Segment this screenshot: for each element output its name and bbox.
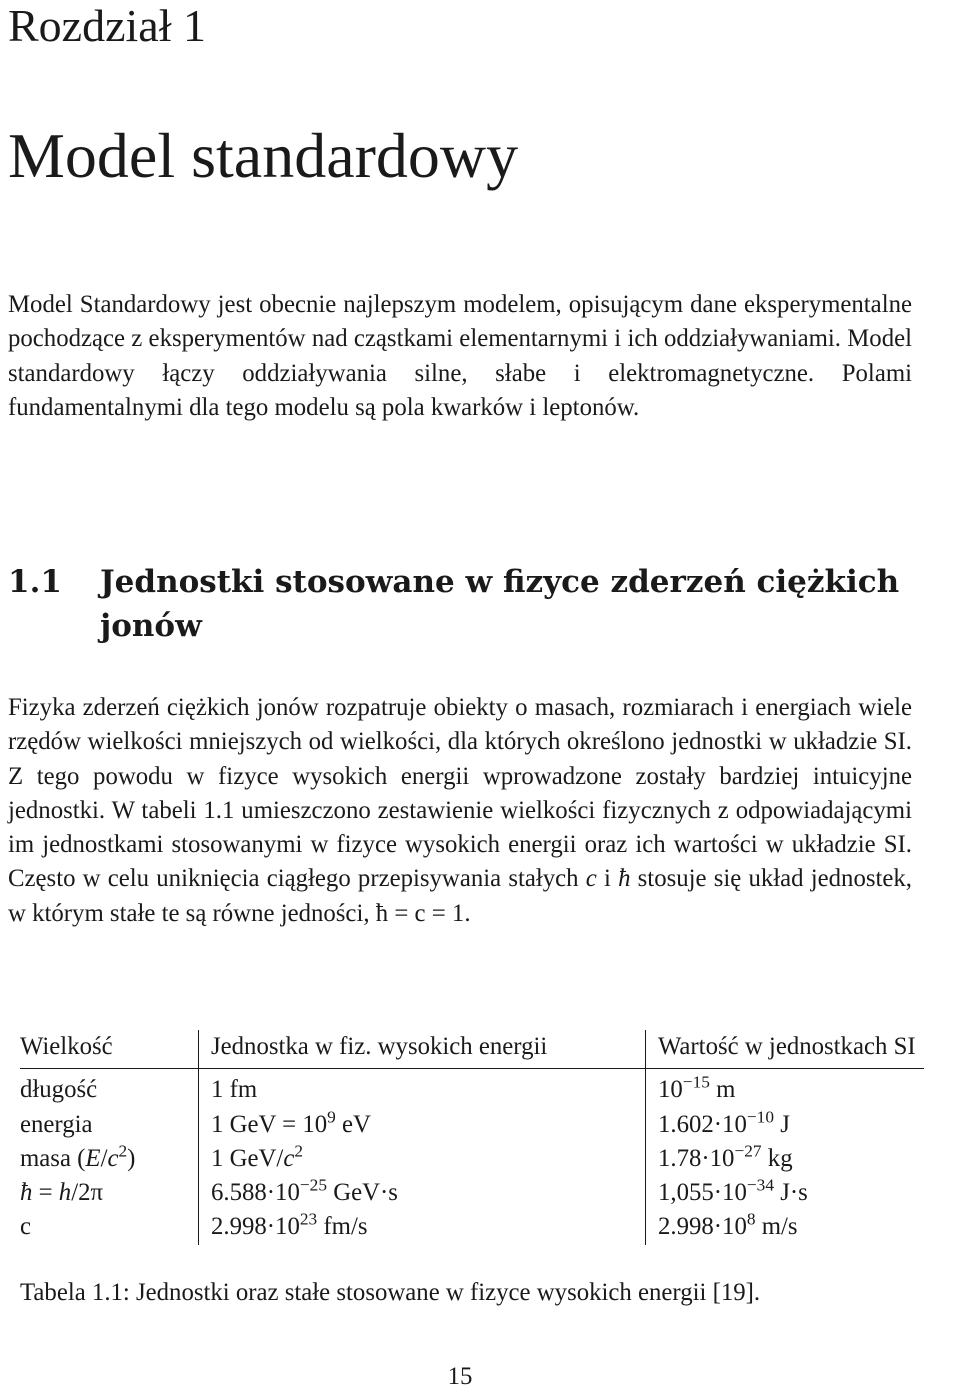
units-table xyxy=(20,1030,924,1245)
symbol-c: c xyxy=(585,865,597,893)
cell-quantity: długość xyxy=(20,1076,98,1104)
section-paragraph xyxy=(8,691,912,931)
page-number: 15 xyxy=(447,1363,473,1390)
cell-quantity: energia xyxy=(20,1110,93,1138)
header-si-value: Wartość w jednostkach SI xyxy=(646,1030,924,1069)
section-heading xyxy=(8,560,928,648)
chapter-title: Model standardowy xyxy=(8,120,519,191)
paragraph-text: . xyxy=(464,899,471,927)
cell-si-value: $10^{-15}$ m xyxy=(646,1069,924,1108)
intro-paragraph: Model Standardowy jest obecnie najlepszym modelem, opisującym dane eksperymentalne pochodzące z eksperymentów nad cząstkami elementarnymi i ich oddziaływaniami. Model standardowy łączy oddziaływania silne, słabe i elektromagnetyczne. Polami fundamentalnymi dla tego modelu są pola kwarków i leptonów. xyxy=(8,291,912,421)
header-quantity: Wielkość xyxy=(20,1030,199,1069)
symbol-hbar: ħ xyxy=(618,865,631,893)
table-row xyxy=(20,1142,924,1176)
table-header-row xyxy=(20,1030,924,1069)
cell-si-value: $1,055\cdot 10^{-34}$ J·s xyxy=(646,1176,924,1210)
table-caption: Tabela 1.1: Jednostki oraz stałe stosowane w fizyce wysokich energii [19]. xyxy=(20,1279,761,1306)
section-title: Jednostki stosowane w fizyce zderzeń ciężkich jonów xyxy=(100,564,900,644)
cell-si-value: $1.78\cdot 10^{-27}$ kg xyxy=(646,1142,924,1176)
cell-he-unit: 1 GeV = $10^9$ eV xyxy=(199,1108,646,1142)
equation-natural-units: ħ = c = 1 xyxy=(375,899,465,927)
cell-quantity: masa $(E/c^2)$ xyxy=(20,1141,136,1172)
table-row xyxy=(20,1176,924,1210)
table-row xyxy=(20,1210,924,1244)
paragraph-text: Fizyka zderzeń ciężkich jonów rozpatruje obiekty o masach, rozmiarach i energiach wiele rzędów wielkości mniejszych od wielkości, dla których określono jednostki w układzie SI. Z tego powodu w fizyce wysokich energii wprowadzone zostały bardziej intuicyjne jednostki. W tabeli 1.1 umieszczono zestawienie wielkości fizycznych z odpowiadającymi im jednostkami stosowanymi w fizyce wysokich energii oraz ich wartości w układzie SI. Często w celu uniknięcia ciągłego przepisywania stałych xyxy=(8,694,912,893)
cell-he-unit: 1 GeV/$c^2$ xyxy=(199,1142,646,1176)
cell-he-unit: $6.588\cdot 10^{-25}$ GeV·s xyxy=(199,1176,646,1210)
paragraph-text: i xyxy=(596,865,619,893)
cell-si-value: $2.998\cdot 10^8$ m/s xyxy=(646,1210,924,1244)
cell-quantity: c xyxy=(20,1213,32,1241)
section-number: 1.1 xyxy=(8,564,62,600)
table-row xyxy=(20,1069,924,1108)
chapter-label: Rozdział 1 xyxy=(8,0,206,51)
cell-si-value: $1.602\cdot 10^{-10}$ J xyxy=(646,1108,924,1142)
header-he-unit: Jednostka w fiz. wysokich energii xyxy=(199,1030,646,1069)
paragraph-text: stosuje się układ jednostek, w którym stałe te są równe jedności, xyxy=(8,865,912,927)
cell-he-unit: $2.998\cdot 10^{23}$ fm/s xyxy=(199,1210,646,1244)
cell-quantity: ħ = h/2π xyxy=(20,1179,104,1207)
cell-he-unit: 1 fm xyxy=(199,1069,646,1108)
table-row xyxy=(20,1108,924,1142)
